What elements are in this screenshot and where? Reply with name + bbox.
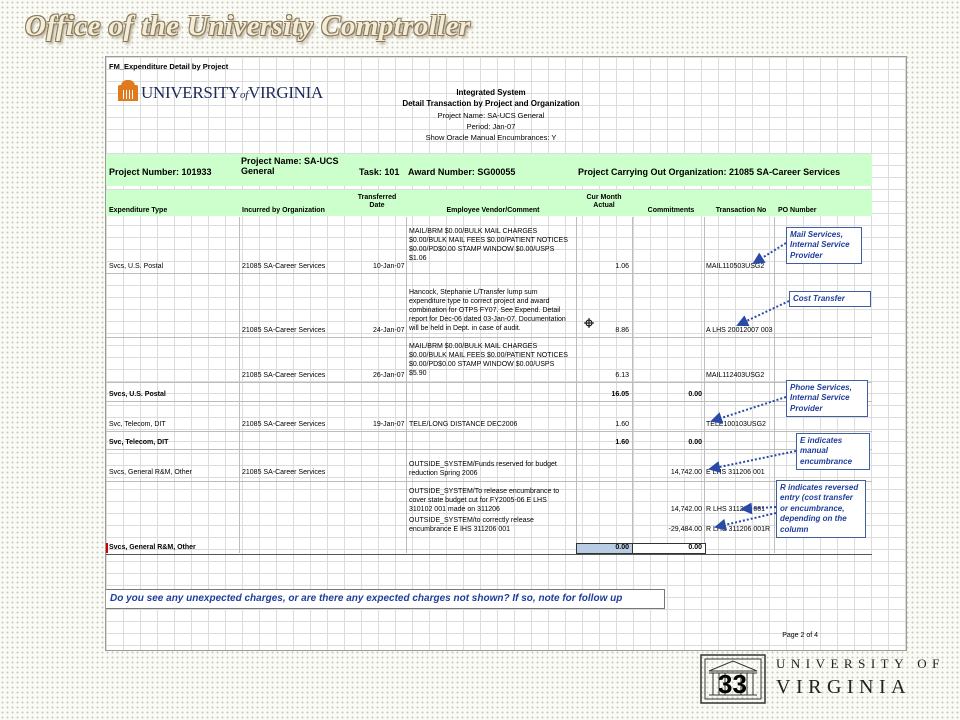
row-date: 10-Jan-07 [373,263,405,270]
row-actual: 1.60 [615,421,629,428]
row-org: 21085 SA-Career Services [242,469,326,476]
callout-arrows [106,57,906,650]
row-transaction-no: TELE100103USG2 [706,421,766,428]
footer-virginia: VIRGINIA [776,676,912,698]
row-comment-line: expenditure type to correct project and award [409,298,550,305]
subtotal-actual: 1.60 [615,439,629,446]
row-commitments-reversal: -29,484.00 [668,526,702,533]
row-actual: 8.86 [615,327,629,334]
subtotal-commitments: 0.00 [688,391,702,398]
row-date: 26-Jan-07 [373,372,405,379]
row-comment-line: $0.00/PD$0.00 STAMP WINDOW $0.00/USPS [409,361,555,368]
row-comment-line: 310102 001 made on 311206 [409,506,500,513]
callout-mail-services: Mail Services, Internal Service Provider [786,227,862,264]
project-org: Project Carrying Out Organization: 21085 SA-Career Services [578,167,841,177]
row-comment-line: OUTSIDE_SYSTEM/to correctly release [409,517,534,524]
col-employee-comment: Employee Vendor/Comment [446,207,540,214]
col-commitments: Commitments [647,207,695,214]
row-comment-line: reduction Spring 2006 [409,470,478,477]
subtotal-label: Svc, Telecom, DIT [109,439,169,446]
subtotal-actual: 16.05 [611,391,629,398]
row-comment-line: Hancock, Stephanie L/Transfer lump sum [409,289,538,296]
row-comment-line: OUTSIDE_SYSTEM/Funds reserved for budget [409,461,557,468]
report-project-name: Project Name: SA-UCS General [437,111,545,120]
row-transaction-no: E LHS 311206 001 [706,469,765,476]
project-task: Task: 101 [359,167,400,177]
page-number: Page 2 of 4 [782,632,818,639]
row-date: 19-Jan-07 [373,421,405,428]
row-expenditure-type: Svc, Telecom, DIT [109,421,166,428]
row-expenditure-type: Svcs, General R&M, Other [109,469,192,476]
row-commitments: 14,742.00 [670,469,702,476]
spreadsheet-image [105,56,907,651]
row-transaction-no: A LHS 20012007 003 [706,327,773,334]
row-comment-line: encumbrance E IHS 311206 001 [409,526,511,533]
footer-university-of: UNIVERSITY OF [776,656,945,671]
report-name: FM_Expenditure Detail by Project [109,62,229,71]
row-comment-line: $0.00/BULK MAIL FEES $0.00/PATIENT NOTICES [409,352,568,359]
slide-title: Office of the University Comptroller [25,10,471,42]
row-commitments: 14,742.00 [670,506,702,513]
project-name: Project Name: SA-UCS General [241,156,339,177]
row-transaction-no: MAIL112403USG2 [706,372,765,379]
subtotal-commitments: 0.00 [688,439,702,446]
row-comment-line: $1.06 [409,255,427,262]
report-title: Detail Transaction by Project and Organization [402,99,580,108]
subtotal-label: Svcs, General R&M, Other [109,544,196,551]
callout-cost-transfer: Cost Transfer [789,291,871,307]
slide-number: 33 [718,669,747,699]
row-comment-line: cover state budget cut for FY2005-06 E LHS [409,497,547,504]
subtotal-commitments: 0.00 [688,544,702,551]
row-comment-line: TELE/LONG DISTANCE DEC2006 [409,421,518,428]
row-actual: 6.13 [615,372,629,379]
subtotal-label: Svcs, U.S. Postal [109,391,166,398]
report-show-encumbrances: Show Oracle Manual Encumbrances: Y [425,133,557,142]
row-comment-line: OUTSIDE_SYSTEM/To release encumbrance to [409,488,560,495]
row-org: 21085 SA-Career Services [242,421,326,428]
row-transaction-no: MAIL110503USG2 [706,263,765,270]
row-comment-line: combination for OTPS FY07. See Expend. Detail [409,307,561,314]
callout-e-indicates: E indicates manual encumbrance [796,433,870,470]
row-org: 21085 SA-Career Services [242,327,326,334]
subtotal-actual: 0.00 [615,544,629,551]
row-comment-line: $0.00/PD$0.00 STAMP WINDOW $0.00/USPS [409,246,555,253]
row-org: 21085 SA-Career Services [242,372,326,379]
row-comment-line: $0.00/BULK MAIL FEES $0.00/PATIENT NOTICES [409,237,568,244]
row-comment-line: MAIL/BRM $0.00/BULK MAIL CHARGES [409,228,538,235]
row-expenditure-type: Svcs, U.S. Postal [109,263,164,270]
col-po-number: PO Number [778,207,817,214]
row-transaction-no: R LHS 311206 001 [706,506,766,513]
row-org: 21085 SA-Career Services [242,263,326,270]
callout-r-indicates: R indicates reversed entry (cost transfer or encumbrance, depending on the column [776,480,866,538]
report-period: Period: Jan-07 [466,122,516,131]
col-expenditure-type: Expenditure Type [109,207,168,214]
row-comment-line: MAIL/BRM $0.00/BULK MAIL CHARGES [409,343,538,350]
report-system: Integrated System [456,88,526,97]
row-date: 24-Jan-07 [373,327,405,334]
col-cur-month-actual: Cur Month Actual [586,194,622,210]
project-award: Award Number: SG00055 [408,167,516,177]
project-number: Project Number: 101933 [109,167,212,177]
col-incurred-org: Incurred by Organization [242,207,325,214]
callout-phone-services: Phone Services, Internal Service Provider [786,380,868,417]
col-transferred-date: Transferred Date [357,194,397,210]
uva-logo: UNIVERSITYofVIRGINIA [118,83,323,103]
row-actual: 1.06 [615,263,629,270]
row-comment-line: will be held in Dept. in case of audit. [409,325,521,332]
row-comment-line: $5.90 [409,370,427,377]
col-transaction-no: Transaction No [715,207,767,214]
follow-up-question: Do you see any unexpected charges, or are there any expected charges not shown? If so, note for follow up [106,589,665,609]
row-transaction-no-reversal: R LHS 311206 001R [706,526,771,533]
row-comment-line: report for Dec-06 dated 03-Jan-07. Documentation [409,316,566,323]
